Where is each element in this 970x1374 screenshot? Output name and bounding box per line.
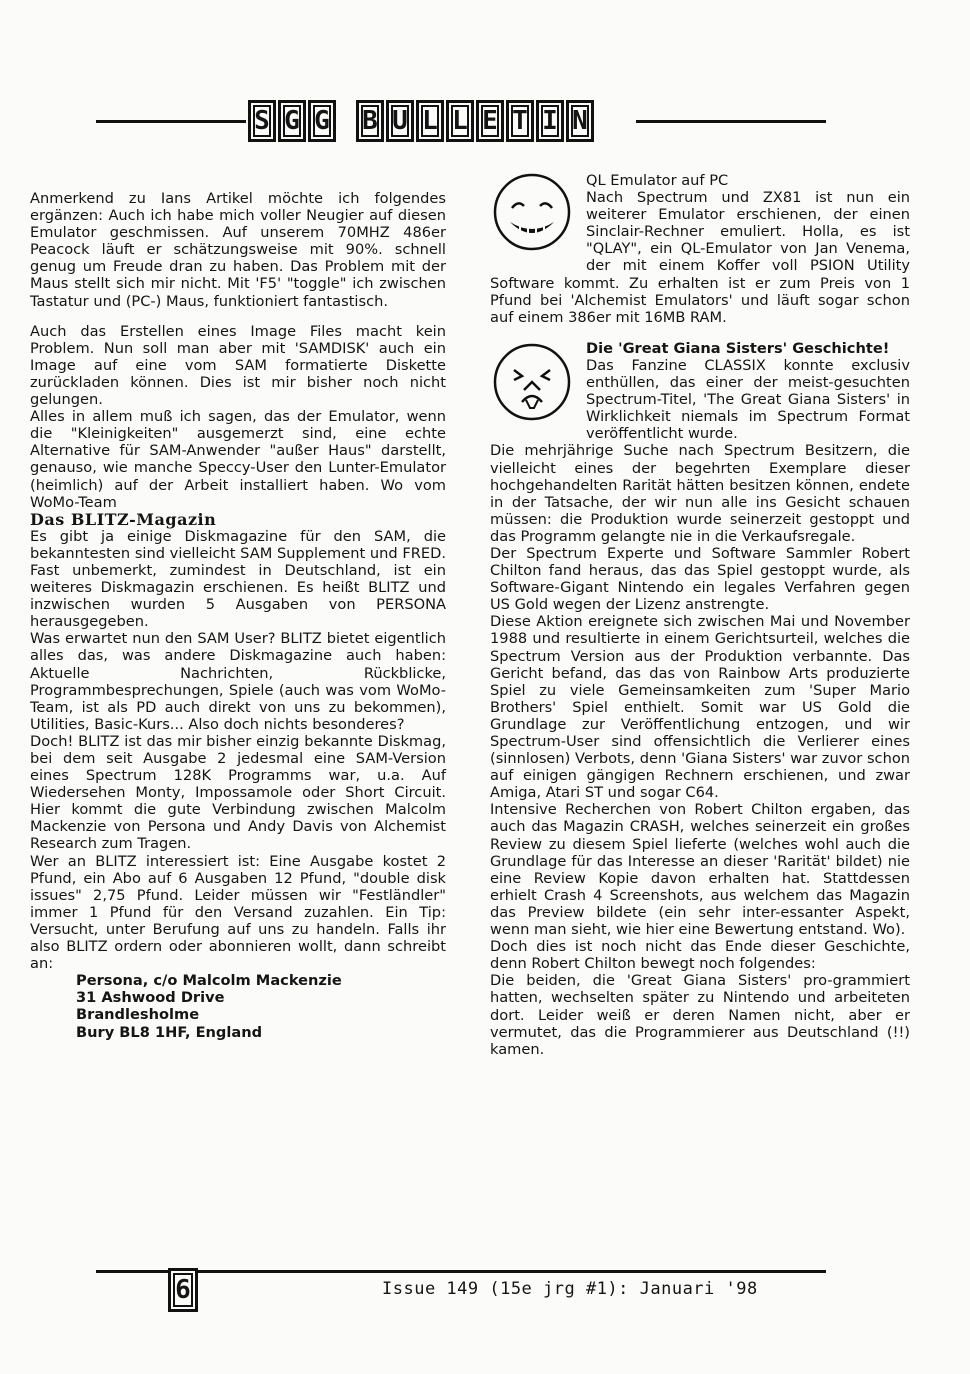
logo-letter: L [416, 100, 444, 142]
paragraph: Auch das Erstellen eines Image Files macht kein Problem. Nun soll man aber mit 'SAMDISK' auch ein Image auf eine vom SAM formatierte Diskette zurückladen können. Dies ist mir bisher noch nicht gelungen. [30, 322, 446, 409]
logo-letter: G [308, 100, 336, 142]
paragraph: Doch dies ist noch nicht das Ende dieser Geschichte, denn Robert Chilton bewegt noch folgendes: [490, 938, 910, 973]
logo-letter: T [506, 100, 534, 142]
paragraph: Die mehrjährige Suche nach Spectrum Besitzern, die vielleicht eines der begehrten Exemplare dieser hochgehandelten Rarität hätten besitzen können, endete in der Tatsache, der wir nun alle ins Gesicht schauen müssen: die Produktion wurde seinerzeit gestoppt und das Programm gelangte nie in die Verkaufsregale. [490, 442, 910, 545]
paragraph: Wer an BLITZ interessiert ist: Eine Ausgabe kostet 2 Pfund, ein Abo auf 6 Ausgaben 12 Pfund, "double disk issues" 2,75 Pfund. Leider müssen wir "Festländler" immer 1 Pfund für den Versand zuzahlen. Ein Tip: Versucht, unter Berufung auf uns zu handeln. Falls ihr also BLITZ ordern oder abonnieren wollt, dann schreibt an: [30, 852, 446, 973]
logo-letter: S [248, 100, 276, 142]
grimace-face-icon [490, 340, 586, 440]
smiley-face-icon [490, 172, 586, 262]
header-rule-right [636, 120, 826, 123]
paragraph: Der Spectrum Experte und Software Sammler Robert Chilton fand heraus, das das Spiel gestoppt wurde, als Software-Gigant Nintendo ein legales Verfahren gegen US Gold wegen der Lizenz anstrengte. [490, 544, 910, 614]
paragraph: Was erwartet nun den SAM User? BLITZ bietet eigentlich alles das, was andere Diskmagazine auch haben: Aktuelle Nachrichten, Rückblicke, Programmbesprechungen, Spiele (auch was vom WoMo-Team, ist als PD auch direkt von uns zu bekommen), Utilities, Basic-Kurs... Also doch nichts besonderes? [30, 630, 446, 733]
section-heading: QL Emulator auf PC [586, 172, 729, 189]
section-heading: Die 'Great Giana Sisters' Geschichte! [586, 339, 890, 357]
address-block [76, 972, 446, 1040]
footer-rule [96, 1270, 826, 1273]
paragraph: Nach Spectrum und ZX81 ist nun ein weiterer Emulator erschienen, der einen Sinclair-Rechner emuliert. Holla, es ist "QLAY", ein QL-Emulator von Jan Venema, der mit einem Koffer voll PSION Utility Software kommt. Zu erhalten ist er zum Preis von 1 Pfund bei 'Alchemist Emulators' und läuft sogar schon auf einem 386er mit 16MB RAM. [490, 189, 910, 326]
right-column [490, 172, 910, 1058]
address-line: Bury BL8 1HF, England [76, 1023, 263, 1041]
header-rule-left [96, 120, 246, 123]
paragraph: Anmerkend zu Ians Artikel möchte ich folgendes ergänzen: Auch ich habe mich voller Neugier auf diesen Emulator geschmissen. Auf unserem 70MHZ 486er Peacock läuft er schätzungsweise mit 90%. schnell genug um Freude dran zu haben. Das Problem mit der Maus stellt sich mir nicht. Mit 'F5' "toggle" ich zwischen Tastatur und (PC-) Maus, funktioniert fantastisch. [30, 190, 446, 310]
logo-letter: G [278, 100, 306, 142]
address-line: Persona, c/o Malcolm Mackenzie [76, 972, 342, 990]
page-number: 6 [168, 1268, 198, 1312]
paragraph: Intensive Recherchen von Robert Chilton ergaben, das auch das Magazin CRASH, welches seinerzeit ein großes Review zu diesem Spiel lieferte (welches wohl auch die Grundlage für das Interesse an dieser 'Rarität' bildet) nie eine Review Kopie davon erhalten hat. Stattdessen erhielt Crash 4 Screenshots, aus welchem das Magazin das Preview bildete (ein sehr inter-essanter Aspekt, wenn man sieht, wie hier eine Bewertung entstand. Wo). [490, 801, 910, 939]
paragraph: Doch! BLITZ ist das mir bisher einzig bekannte Diskmag, bei dem seit Ausgabe 2 jedesmal eine SAM-Version eines Spectrum 128K Programms war, u.a. Auf Wiedersehen Monty, Impossamole oder Short Circuit. Hier kommt die gute Verbindung zwischen Malcolm Mackenzie von Persona und Andy Davis von Alchemist Research zum Tragen. [30, 732, 446, 853]
issue-line: Issue 149 (15e jrg #1): Januari '98 [382, 1279, 758, 1299]
paragraph: Die beiden, die 'Great Giana Sisters' pro-grammiert hatten, wechselten später zu Nintendo und arbeiteten dort. Leider weiß er deren Namen nicht, aber er vermutet, das die Programmierer aus Deutschland (!!) kamen. [490, 972, 910, 1058]
paragraph: Alles in allem muß ich sagen, das der Emulator, wenn die "Kleinigkeiten" ausgemerzt sind, eine echte Alternative für SAM-Anwender "außer Haus" darstellt, genauso, wie manche Speccy-User den Lunter-Emulator (heimlich) auf der Arbeit installiert haben. Wo vom WoMo-Team [30, 408, 446, 511]
logo-letter: B [356, 100, 384, 142]
address-line: 31 Ashwood Drive [76, 989, 225, 1007]
section-heading: Das BLITZ-Magazin [30, 509, 217, 529]
logo-letter: L [446, 100, 474, 142]
sgg-bulletin-logo [248, 100, 596, 142]
logo-letter: U [386, 100, 414, 142]
logo-letter: I [536, 100, 564, 142]
logo-letter: E [476, 100, 504, 142]
paragraph: Es gibt ja einige Diskmagazine für den SAM, die bekanntesten sind vielleicht SAM Supplement und FRED. Fast unbemerkt, zumindest in Deutschland, ist ein weiteres Diskmagazin erschienen. Es heißt BLITZ und inzwischen wurden 5 Ausgaben von PERSONA herausgegeben. [30, 527, 446, 631]
paragraph: Das Fanzine CLASSIX konnte exclusiv enthüllen, das einer der meist-gesuchten Spectrum-Titel, 'The Great Giana Sisters' in Wirklichkeit niemals im Spectrum Format veröffentlicht wurde. [586, 356, 910, 443]
paragraph: Diese Aktion ereignete sich zwischen Mai und November 1988 und resultierte in einem Gerichtsurteil, welches die Spectrum Version aus der Produktion verbannte. Das Gericht befand, das das von Rainbow Arts produzierte Spiel zu viele Gemeinsamkeiten zum 'Super Mario Brothers' Spiel enthielt. Somit war US Gold die Grundlage zur Veröffentlichung entzogen, und wir Spectrum-User sind offensichtlich die Verlierer eines (sinnlosen) Verbots, denn 'Giana Sisters' war zuvor schon auf einigen gängigen Rechnern erschienen, und zwar Amiga, Atari ST und sogar C64. [490, 613, 910, 802]
address-line: Brandlesholme [76, 1006, 200, 1024]
logo-letter: N [566, 100, 594, 142]
left-column [30, 190, 446, 1041]
